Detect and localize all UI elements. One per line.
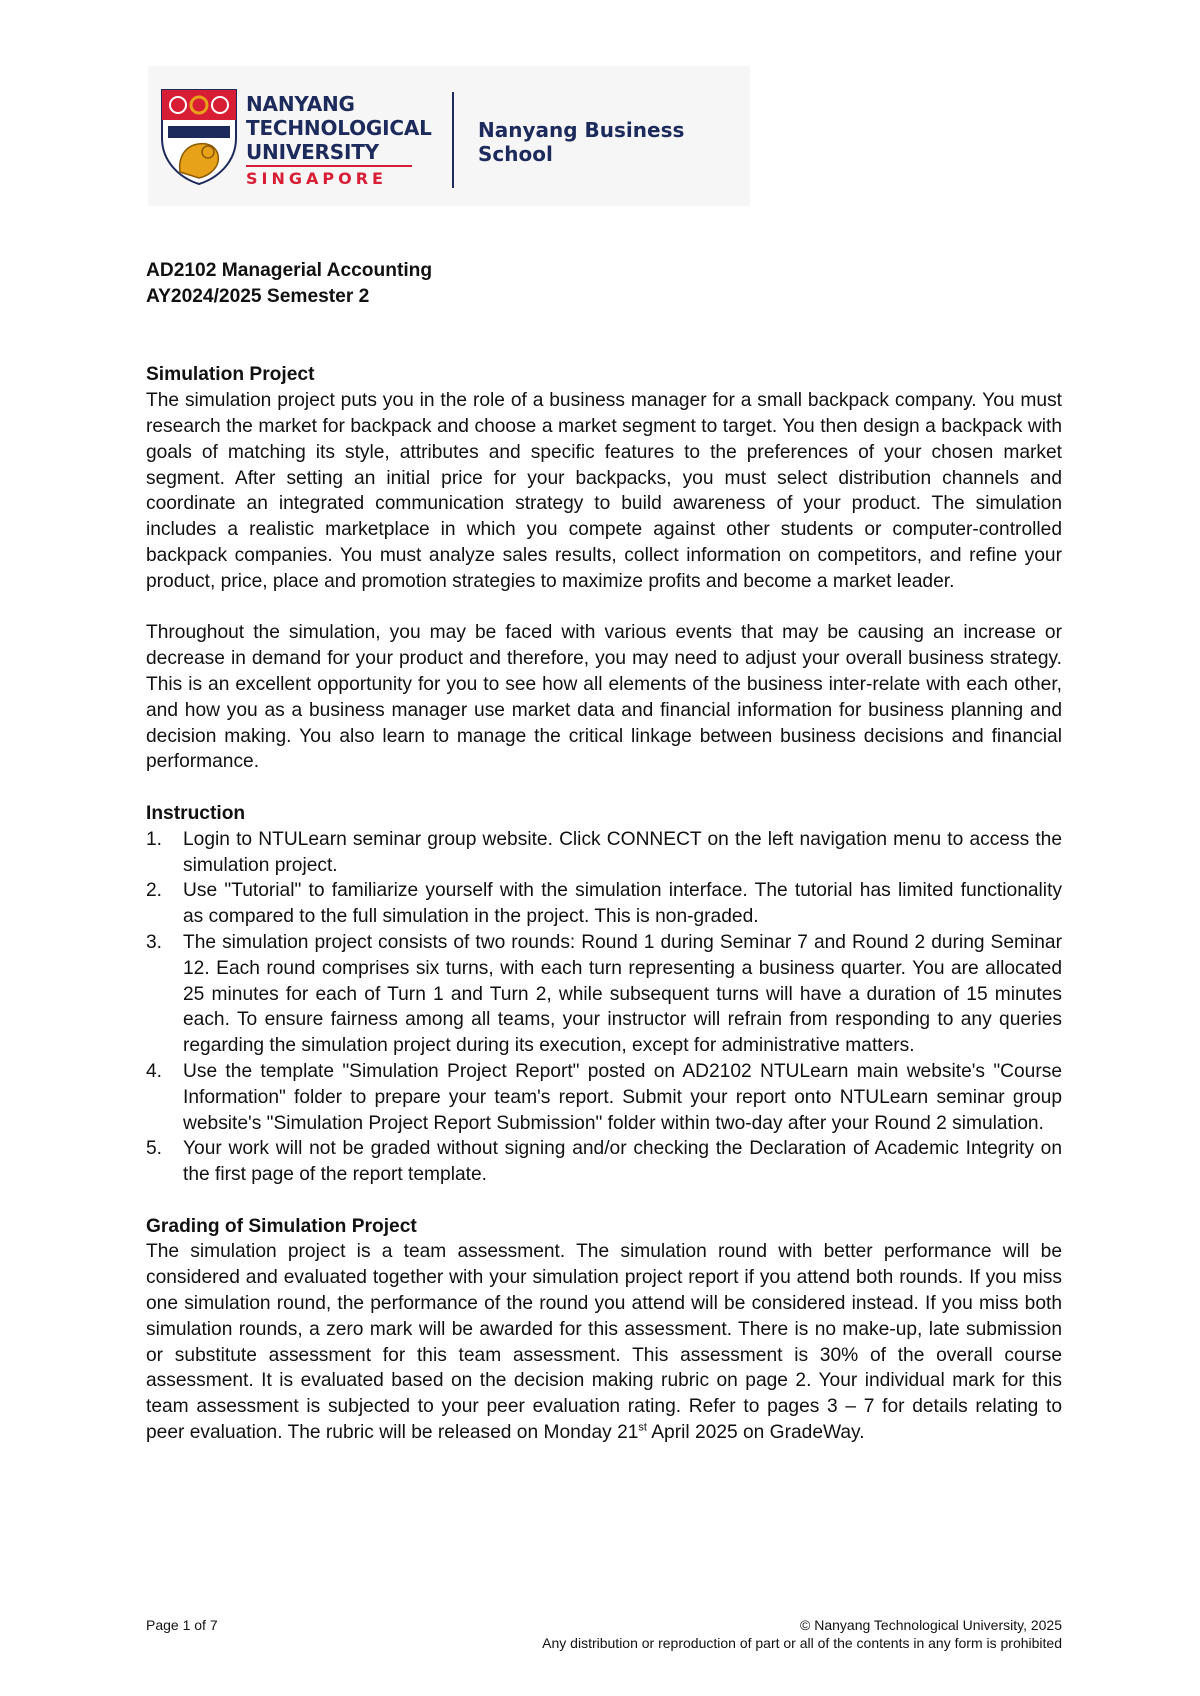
university-name-line: NANYANG — [246, 92, 355, 116]
distribution-notice: Any distribution or reproduction of part or all of the contents in any form is prohibited — [542, 1635, 1062, 1651]
university-country: SINGAPORE — [246, 169, 387, 188]
list-item-text: Login to NTULearn seminar group website. Click CONNECT on the left navigation menu to access the simulation project. — [183, 828, 1062, 876]
list-item-number: 5. — [146, 1138, 163, 1160]
course-term: AY2024/2025 Semester 2 — [146, 285, 370, 307]
university-name-line: UNIVERSITY — [246, 140, 379, 164]
list-item — [146, 1136, 1062, 1188]
university-name-line: TECHNOLOGICAL — [246, 116, 432, 140]
university-rule — [246, 165, 412, 167]
school-name: Nanyang Business School — [478, 118, 685, 166]
document-body — [146, 258, 1062, 1446]
copyright-notice: © Nanyang Technological University, 2025 — [800, 1617, 1062, 1633]
list-item-number: 1. — [146, 828, 163, 850]
simulation-heading: Simulation Project — [146, 364, 315, 386]
simulation-paragraph-1: The simulation project puts you in the role of a business manager for a small backpack company. You must research the market for backpack and choose a market segment to target. You then design a backpack with goals of matching its style, attributes and specific features to the preferences of your chosen market segment. After setting an initial price for your backpacks, you must select distribution channels and coordinate an integrated communication strategy to build awareness of your product. The simulation includes a realistic marketplace in which you compete against other students or computer-controlled backpack companies. You must analyze sales results, collect information on competitors, and refine your product, price, place and promotion strategies to maximize profits and become a market leader. — [146, 390, 1062, 592]
list-item — [146, 930, 1062, 1059]
list-item-number: 4. — [146, 1060, 163, 1082]
list-item — [146, 1059, 1062, 1136]
list-item-number: 3. — [146, 931, 163, 953]
grading-paragraph — [146, 1239, 1062, 1445]
logo-divider — [452, 92, 454, 188]
list-item-text: Use the template "Simulation Project Report" posted on AD2102 NTULearn main website's "Course Information" folder to prepare your team's report. Submit your report onto NTULearn seminar group website's "Simulation Project Report Submission" folder within two-day after your Round 2 simulation. — [183, 1060, 1062, 1134]
grading-paragraph-main: The simulation project is a team assessment. The simulation round with better performance will be considered and evaluated together with your simulation project report if you attend both rounds. If you miss one simulation round, the performance of the round you attend will be considered instead. If you miss both simulation rounds, a zero mark will be awarded for this assessment. There is no make-up, late submission or substitute assessment for this team assessment. This assessment is 30% of the overall course assessment. It is evaluated based on the decision making rubric on page 2. Your individual mark for this team assessment is subjected to your peer evaluation rating. Refer to pages 3 – 7 for details relating to peer evaluation. The rubric will be released on Monday 21 — [146, 1241, 1062, 1444]
course-title: AD2102 Managerial Accounting — [146, 260, 433, 281]
simulation-paragraph-2: Throughout the simulation, you may be faced with various events that may be causing an increase or decrease in demand for your product and therefore, you may need to adjust your overall business strategy. This is an excellent opportunity for you to see how all elements of the business inter-relate with each other, and how you as a business manager use market data and financial information for business planning and decision making. You also learn to manage the critical linkage between business decisions and financial performance. — [146, 622, 1062, 773]
grading-paragraph-end: April 2025 on GradeWay. — [646, 1422, 865, 1444]
grading-heading: Grading of Simulation Project — [146, 1215, 417, 1237]
list-item — [146, 878, 1062, 930]
ntu-crest-icon — [158, 86, 240, 186]
list-item-text: The simulation project consists of two rounds: Round 1 during Seminar 7 and Round 2 during Seminar 12. Each round comprises six turns, with each turn representing a business quarter. You are allocated 25 minutes for each of Turn 1 and Turn 2, while subsequent turns will have a duration of 15 minutes each. To ensure fairness among all teams, your instructor will refrain from responding to any queries regarding the simulation project during its execution, except for administrative matters. — [183, 931, 1062, 1057]
list-item-number: 2. — [146, 880, 163, 902]
page-number: Page 1 of 7 — [146, 1617, 218, 1633]
list-item-text: Your work will not be graded without signing and/or checking the Declaration of Academic Integrity on the first page of the report template. — [183, 1138, 1062, 1186]
grading-date-ordinal: st — [638, 1421, 647, 1434]
university-name — [246, 92, 432, 164]
list-item — [146, 827, 1062, 879]
instruction-heading: Instruction — [146, 802, 246, 824]
logo-header — [148, 66, 750, 206]
instruction-list — [146, 827, 1062, 1188]
list-item-text: Use "Tutorial" to familiarize yourself with the simulation interface. The tutorial has limited functionality as compared to the full simulation in the project. This is non-graded. — [183, 880, 1062, 928]
